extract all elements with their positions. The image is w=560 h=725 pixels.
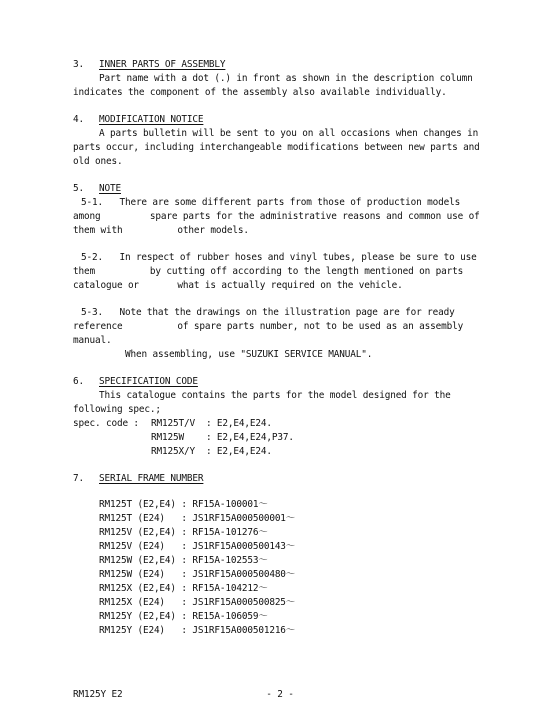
serial-row: RM125T (E2,E4) : RF15A-100001～ <box>99 499 268 510</box>
serial-row: RM125T (E24) : JS1RF15A000500001～ <box>99 513 296 524</box>
page-number: - 2 - <box>266 689 294 700</box>
section-5-title: NOTE <box>99 183 121 194</box>
serial-row: RM125X (E2,E4) : RF15A-104212～ <box>99 583 268 594</box>
note-5-3-line-4: When assembling, use "SUZUKI SERVICE MANUAL". <box>125 349 373 360</box>
section-3-number: 3. <box>73 59 84 70</box>
section-7-number: 7. <box>73 473 84 484</box>
spec-row: RM125W : E2,E4,E24,P37. <box>151 432 294 443</box>
serial-row: RM125Y (E24) : JS1RF15A000501216～ <box>99 625 296 636</box>
serial-row: RM125Y (E2,E4) : RE15A-106059～ <box>99 611 268 622</box>
spec-row: RM125T/V : E2,E4,E24. <box>151 418 272 429</box>
note-5-2-line-1: 5-2. In respect of rubber hoses and vinyl tubes, please be sure to use <box>81 252 477 263</box>
section-6-title: SPECIFICATION CODE <box>99 376 198 387</box>
section-5-number: 5. <box>73 183 84 194</box>
section-7-title: SERIAL FRAME NUMBER <box>99 473 204 484</box>
serial-row: RM125W (E2,E4) : RF15A-102553～ <box>99 555 268 566</box>
note-5-2-line-3: catalogue or what is actually required on the vehicle. <box>73 280 403 291</box>
section-3-line-2: indicates the component of the assembly also available individually. <box>73 87 447 98</box>
note-5-3-line-2: reference of spare parts number, not to be used as an assembly <box>73 321 464 332</box>
section-3-line-1: Part name with a dot (.) in front as shown in the description column <box>99 73 473 84</box>
spec-code-label: spec. code : <box>73 418 139 429</box>
note-5-1-line-1: 5-1. There are some different parts from those of production models <box>81 197 461 208</box>
note-5-1-line-3: them with other models. <box>73 225 249 236</box>
serial-row: RM125W (E24) : JS1RF15A000500480～ <box>99 569 296 580</box>
section-6-line-1: This catalogue contains the parts for the model designed for the <box>99 390 451 401</box>
serial-row: RM125V (E24) : JS1RF15A000500143～ <box>99 541 296 552</box>
serial-row: RM125V (E2,E4) : RF15A-101276～ <box>99 527 268 538</box>
note-5-3-line-1: 5-3. Note that the drawings on the illustration page are for ready <box>81 307 455 318</box>
section-4-title: MODIFICATION NOTICE <box>99 114 204 125</box>
spec-row: RM125X/Y : E2,E4,E24. <box>151 446 272 457</box>
note-5-1-line-2: among spare parts for the administrative reasons and common use of <box>73 211 480 222</box>
footer-model: RM125Y E2 <box>73 689 123 700</box>
section-4-line-3: old ones. <box>73 156 123 167</box>
section-4-number: 4. <box>73 114 84 125</box>
note-5-3-line-3: manual. <box>73 335 112 346</box>
serial-row: RM125X (E24) : JS1RF15A000500825～ <box>99 597 296 608</box>
section-6-number: 6. <box>73 376 84 387</box>
section-6-line-2: following spec.; <box>73 404 161 415</box>
section-3-title: INNER PARTS OF ASSEMBLY <box>99 59 226 70</box>
section-4-line-1: A parts bulletin will be sent to you on all occasions when changes in <box>99 128 479 139</box>
section-4-line-2: parts occur, including interchangeable modifications between new parts and <box>73 142 480 153</box>
note-5-2-line-2: them by cutting off according to the length mentioned on parts <box>73 266 464 277</box>
